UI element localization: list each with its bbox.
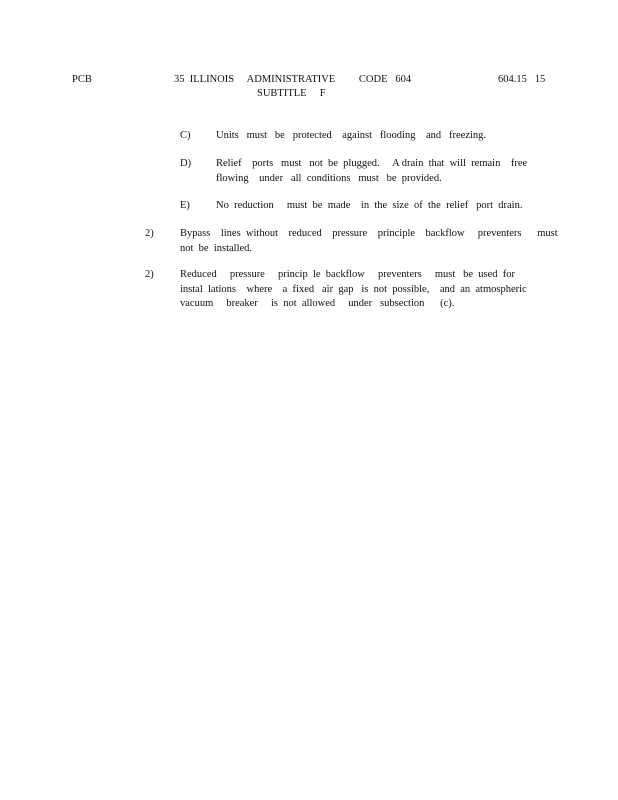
item-text-c — [216, 129, 486, 144]
item-2-bypass-line-1: Bypass lines without reduced pressure principle backflow preventers must — [180, 228, 558, 239]
item-2-bypass-line-2: not be installed. — [180, 242, 253, 254]
item-text-d — [216, 157, 527, 186]
item-d-line-2: flowing under all conditions must be provided. — [216, 172, 442, 184]
item-2-reduced-line-3: vacuum breaker is not allowed under subsection (c). — [180, 298, 455, 309]
item-d-line-1: Relief ports must not be plugged. A drain that will remain free — [216, 158, 528, 169]
item-label-d: D) — [180, 158, 192, 169]
item-text-2-reduced — [180, 268, 527, 312]
header-title-line1: 35 ILLINOIS ADMINISTRATIVE CODE 604 — [174, 74, 412, 85]
item-text-2-bypass — [180, 227, 558, 256]
item-label-2-bypass: 2) — [145, 228, 154, 239]
item-e-line-1: No reduction must be made in the size of the relief port drain. — [216, 200, 523, 211]
item-text-e — [216, 199, 522, 214]
header-left-agency: PCB — [72, 74, 92, 85]
item-label-c: C) — [180, 130, 191, 141]
item-label-e: E) — [180, 200, 190, 211]
header-section-number: 604.15 15 — [498, 74, 546, 85]
header-title-line2: SUBTITLE F — [257, 88, 326, 99]
item-c-line-1: Units must be protected against flooding and freezing. — [216, 130, 487, 141]
item-label-2-reduced: 2) — [145, 269, 154, 280]
item-2-reduced-line-1: Reduced pressure princip le backflow preventers must be used for — [180, 269, 516, 280]
item-2-reduced-line-2: instal lations where a fixed air gap is not possible, and an atmospheric — [180, 283, 527, 295]
